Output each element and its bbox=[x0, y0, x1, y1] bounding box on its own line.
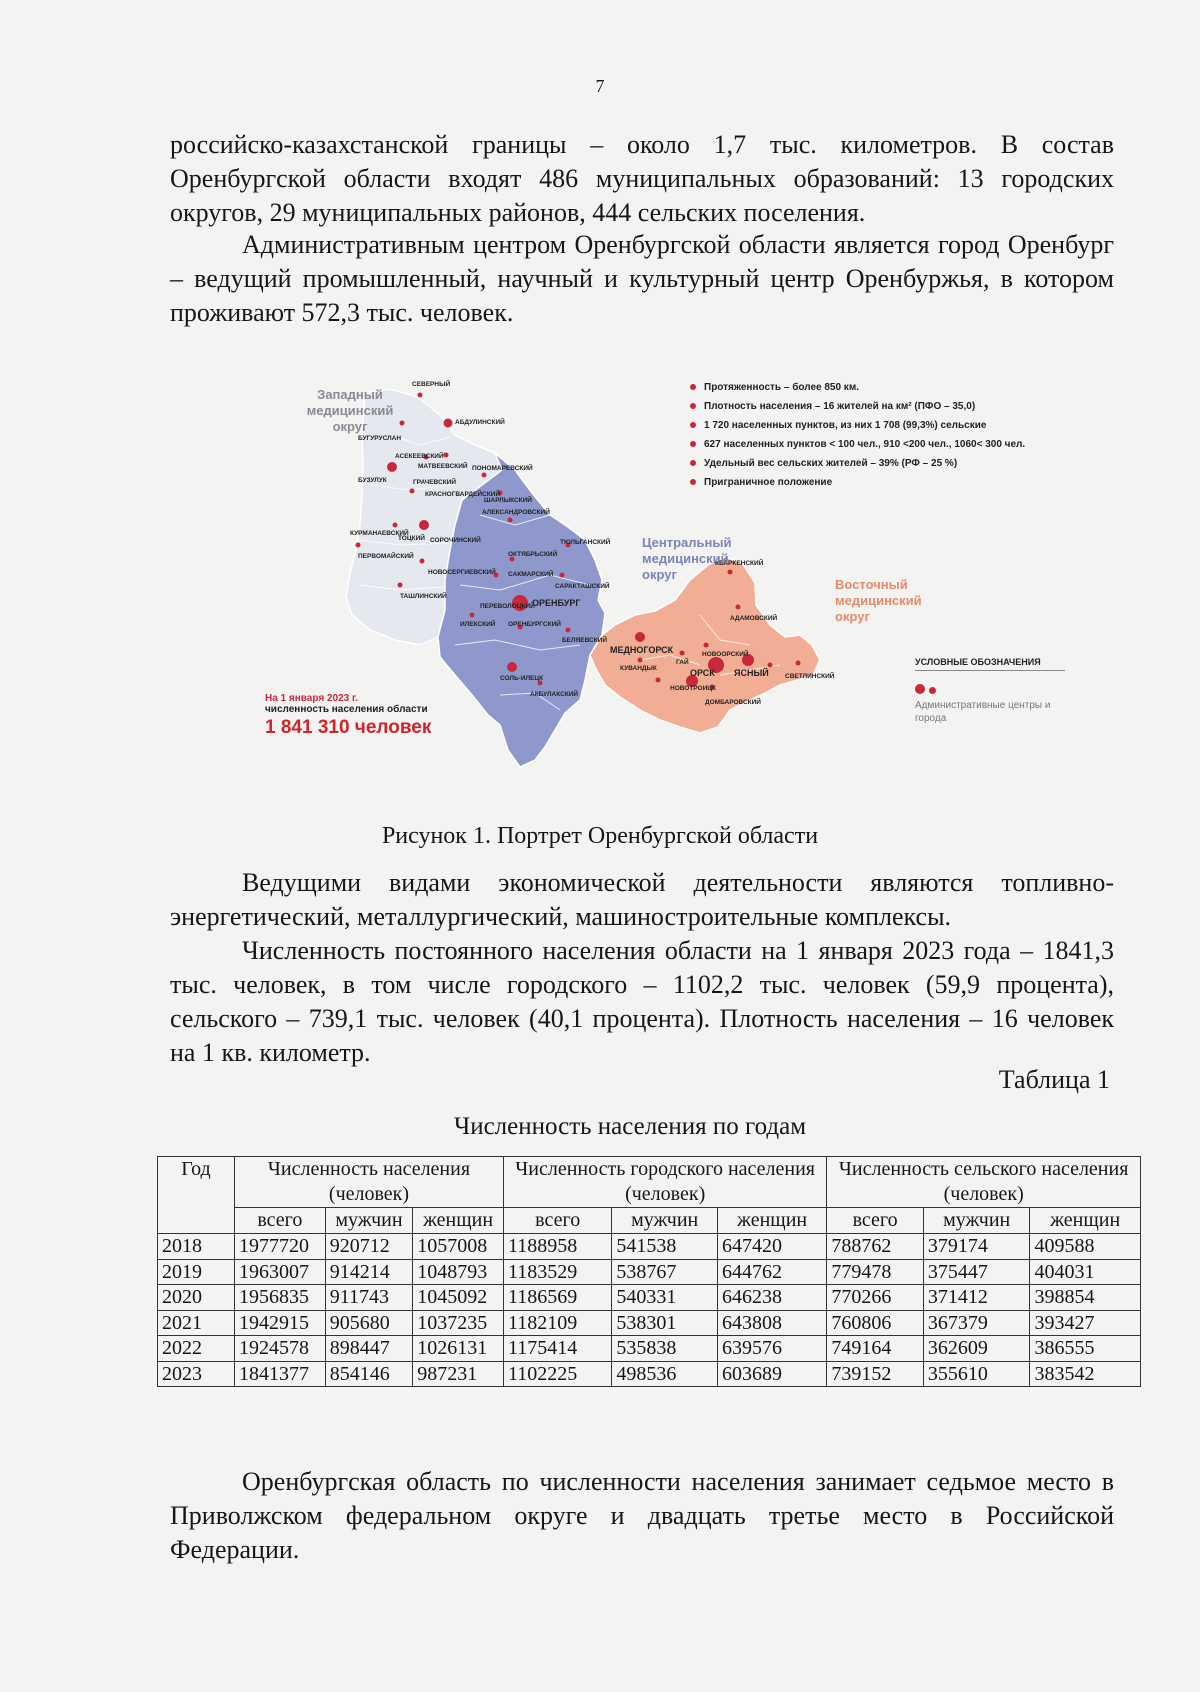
paragraph-1: российско-казахстанской границы – около 1,7 тыс. километров. В состав Оренбургской области входят 486 муниципальных образований: 13 городских округов, 29 муниципальных районов, 444 сельских поселения. bbox=[170, 130, 1114, 227]
fact-item: Протяженность – более 850 км. bbox=[690, 381, 1070, 394]
central-okrug-label: Центральный медицинский округ bbox=[642, 535, 732, 582]
value-cell: 404031 bbox=[1030, 1259, 1141, 1285]
value-cell: 1186569 bbox=[503, 1285, 611, 1311]
city-label: ДОМБАРОВСКИЙ bbox=[705, 699, 761, 706]
city-label: ПЕРЕВОЛОЦКИЙ bbox=[480, 603, 535, 610]
col-header-total: всего bbox=[827, 1208, 924, 1234]
bullet-dot-icon bbox=[690, 403, 696, 409]
value-cell: 639576 bbox=[717, 1336, 826, 1362]
city-label: БЕЛЯЕВСКИЙ bbox=[562, 637, 608, 644]
value-cell: 383542 bbox=[1030, 1361, 1141, 1387]
value-cell: 603689 bbox=[717, 1361, 826, 1387]
city-label: СЕВЕРНЫЙ bbox=[412, 381, 451, 388]
population-date: На 1 января 2023 г. bbox=[265, 693, 358, 704]
col-group-urban: Численность городского населения (человек) bbox=[503, 1157, 826, 1208]
population-table bbox=[157, 1156, 1141, 1387]
value-cell: 760806 bbox=[827, 1310, 924, 1336]
east-okrug-label: Восточный медицинский округ bbox=[835, 577, 922, 624]
paragraph-5: Оренбургская область по численности населения занимает седьмое место в Приволжском федеральном округе и двадцать третье место в Российской Федерации. bbox=[170, 1467, 1114, 1564]
value-cell: 1956835 bbox=[235, 1285, 326, 1311]
table-row bbox=[158, 1259, 1141, 1285]
fact-item: 627 населенных пунктов < 100 чел., 910 <200 чел., 1060< 300 чел. bbox=[690, 438, 1070, 451]
population-value: 1 841 310 человек bbox=[265, 717, 432, 738]
col-header-women: женщин bbox=[1030, 1208, 1141, 1234]
paragraph-3: Ведущими видами экономической деятельности являются топливно-энергетический, металлургический, машиностроительные комплексы. bbox=[170, 868, 1114, 931]
value-cell: 1924578 bbox=[235, 1336, 326, 1362]
fact-item: Плотность населения – 16 жителей на км² (ПФО – 35,0) bbox=[690, 400, 1070, 413]
city-label: СОРОЧИНСКИЙ bbox=[430, 537, 481, 544]
value-cell: 1037235 bbox=[413, 1310, 504, 1336]
city-label: АБДУЛИНСКИЙ bbox=[455, 419, 505, 426]
table-title: Численность населения по годам bbox=[453, 1113, 807, 1140]
value-cell: 1841377 bbox=[235, 1361, 326, 1387]
city-label: САКМАРСКИЙ bbox=[508, 571, 554, 578]
city-label: СВЕТЛИНСКИЙ bbox=[785, 673, 835, 680]
value-cell: 788762 bbox=[827, 1234, 924, 1260]
value-cell: 538767 bbox=[612, 1259, 718, 1285]
paragraph-2: Административным центром Оренбургской области является город Оренбург – ведущий промышленный, научный и культурный центр Оренбуржья, в котором проживают 572,3 тыс. человек. bbox=[170, 230, 1114, 327]
col-header-total: всего bbox=[235, 1208, 326, 1234]
city-label: БУГУРУСЛАН bbox=[358, 435, 402, 442]
city-label: ГАЙ bbox=[676, 659, 689, 666]
value-cell: 646238 bbox=[717, 1285, 826, 1311]
city-label: ШАРЛЫКСКИЙ bbox=[484, 497, 532, 504]
city-label: НОВОСЕРГИЕВСКИЙ bbox=[428, 569, 496, 576]
city-label: ИЛЕКСКИЙ bbox=[460, 621, 496, 628]
city-label: МЕДНОГОРСК bbox=[610, 645, 674, 655]
city-label: МАТВЕЕВСКИЙ bbox=[418, 463, 468, 470]
value-cell: 911743 bbox=[325, 1285, 413, 1311]
col-header-men: мужчин bbox=[325, 1208, 413, 1234]
legend-text: Административные центры и города bbox=[915, 700, 1051, 724]
value-cell: 386555 bbox=[1030, 1336, 1141, 1362]
city-label: ПЕРВОМАЙСКИЙ bbox=[358, 553, 414, 560]
year-cell: 2018 bbox=[158, 1234, 235, 1260]
city-label: САРАКТАШСКИЙ bbox=[555, 583, 610, 590]
value-cell: 749164 bbox=[827, 1336, 924, 1362]
value-cell: 898447 bbox=[325, 1336, 413, 1362]
city-label: ГРАЧЕВСКИЙ bbox=[413, 479, 457, 486]
value-cell: 643808 bbox=[717, 1310, 826, 1336]
city-label: КВАРКЕНСКИЙ bbox=[715, 560, 764, 567]
value-cell: 409588 bbox=[1030, 1234, 1141, 1260]
value-cell: 379174 bbox=[923, 1234, 1030, 1260]
bullet-dot-icon bbox=[690, 384, 696, 390]
city-label: ПОНОМАРЕВСКИЙ bbox=[472, 465, 533, 472]
table-label: Таблица 1 bbox=[998, 1065, 1110, 1094]
value-cell: 1102225 bbox=[503, 1361, 611, 1387]
city-label: ОКТЯБРЬСКИЙ bbox=[508, 551, 558, 558]
map-legend bbox=[915, 657, 1065, 725]
value-cell: 1048793 bbox=[413, 1259, 504, 1285]
value-cell: 1188958 bbox=[503, 1234, 611, 1260]
value-cell: 1977720 bbox=[235, 1234, 326, 1260]
city-label: ТАШЛИНСКИЙ bbox=[400, 593, 447, 600]
value-cell: 1963007 bbox=[235, 1259, 326, 1285]
col-header-women: женщин bbox=[717, 1208, 826, 1234]
value-cell: 1183529 bbox=[503, 1259, 611, 1285]
value-cell: 1057008 bbox=[413, 1234, 504, 1260]
value-cell: 905680 bbox=[325, 1310, 413, 1336]
value-cell: 770266 bbox=[827, 1285, 924, 1311]
legend-title: УСЛОВНЫЕ ОБОЗНАЧЕНИЯ bbox=[915, 657, 1065, 671]
value-cell: 355610 bbox=[923, 1361, 1030, 1387]
city-label: ТЮЛЬГАНСКИЙ bbox=[560, 539, 611, 546]
value-cell: 1942915 bbox=[235, 1310, 326, 1336]
bullet-dot-icon bbox=[690, 441, 696, 447]
value-cell: 375447 bbox=[923, 1259, 1030, 1285]
year-cell: 2020 bbox=[158, 1285, 235, 1311]
city-label: КРАСНОГВАРДЕЙСКИЙ bbox=[425, 491, 501, 498]
city-label: АЛЕКСАНДРОВСКИЙ bbox=[482, 509, 550, 516]
year-cell: 2022 bbox=[158, 1336, 235, 1362]
table-row bbox=[158, 1310, 1141, 1336]
value-cell: 914214 bbox=[325, 1259, 413, 1285]
legend-dots-icon bbox=[915, 681, 1065, 693]
col-header-men: мужчин bbox=[612, 1208, 718, 1234]
city-label: КУРМАНАЕВСКИЙ bbox=[350, 530, 409, 537]
table-body bbox=[158, 1234, 1141, 1387]
city-label: БУЗУЛУК bbox=[358, 477, 387, 484]
col-group-rural: Численность сельского населения (человек) bbox=[827, 1157, 1141, 1208]
col-header-year: Год bbox=[158, 1157, 235, 1234]
city-label: КУВАНДЫК bbox=[620, 665, 657, 672]
value-cell: 498536 bbox=[612, 1361, 718, 1387]
col-group-total: Численность населения (человек) bbox=[235, 1157, 504, 1208]
fact-item: Приграничное положение bbox=[690, 476, 1070, 489]
value-cell: 398854 bbox=[1030, 1285, 1141, 1311]
value-cell: 1026131 bbox=[413, 1336, 504, 1362]
year-cell: 2019 bbox=[158, 1259, 235, 1285]
city-label: ЯСНЫЙ bbox=[734, 668, 769, 678]
region-facts-list bbox=[690, 381, 1070, 495]
value-cell: 541538 bbox=[612, 1234, 718, 1260]
fact-item: Удельный вес сельских жителей – 39% (РФ – 25 %) bbox=[690, 457, 1070, 470]
city-label: АКБУЛАКСКИЙ bbox=[530, 691, 579, 698]
figure-caption: Рисунок 1. Портрет Оренбургской области bbox=[381, 823, 819, 849]
value-cell: 371412 bbox=[923, 1285, 1030, 1311]
col-header-men: мужчин bbox=[923, 1208, 1030, 1234]
value-cell: 987231 bbox=[413, 1361, 504, 1387]
value-cell: 1175414 bbox=[503, 1336, 611, 1362]
table-row bbox=[158, 1234, 1141, 1260]
value-cell: 854146 bbox=[325, 1361, 413, 1387]
bullet-dot-icon bbox=[690, 479, 696, 485]
value-cell: 362609 bbox=[923, 1336, 1030, 1362]
city-label: СОЛЬ-ИЛЕЦК bbox=[500, 675, 544, 682]
value-cell: 535838 bbox=[612, 1336, 718, 1362]
population-box bbox=[265, 693, 431, 739]
table-row bbox=[158, 1361, 1141, 1387]
value-cell: 1045092 bbox=[413, 1285, 504, 1311]
population-description: численность населения области bbox=[265, 704, 428, 715]
table-row bbox=[158, 1336, 1141, 1362]
col-header-women: женщин bbox=[413, 1208, 504, 1234]
page-number: 7 bbox=[595, 76, 605, 96]
fact-item: 1 720 населенных пунктов, из них 1 708 (99,3%) сельские bbox=[690, 419, 1070, 432]
city-label: НОВОТРОИЦК bbox=[670, 685, 717, 692]
city-label: АСЕКЕЕВСКИЙ bbox=[395, 453, 444, 460]
value-cell: 393427 bbox=[1030, 1310, 1141, 1336]
year-cell: 2021 bbox=[158, 1310, 235, 1336]
year-cell: 2023 bbox=[158, 1361, 235, 1387]
table-row bbox=[158, 1285, 1141, 1311]
value-cell: 540331 bbox=[612, 1285, 718, 1311]
bullet-dot-icon bbox=[690, 422, 696, 428]
value-cell: 739152 bbox=[827, 1361, 924, 1387]
value-cell: 367379 bbox=[923, 1310, 1030, 1336]
value-cell: 1182109 bbox=[503, 1310, 611, 1336]
city-label: НОВООРСКИЙ bbox=[702, 651, 749, 658]
region-map-figure bbox=[250, 375, 1070, 795]
value-cell: 779478 bbox=[827, 1259, 924, 1285]
value-cell: 538301 bbox=[612, 1310, 718, 1336]
west-okrug-label: Западный медицинский округ bbox=[306, 387, 394, 434]
col-header-total: всего bbox=[503, 1208, 611, 1234]
value-cell: 920712 bbox=[325, 1234, 413, 1260]
city-label: ОРЕНБУРГ bbox=[532, 598, 581, 608]
city-label: АДАМОВСКИЙ bbox=[730, 615, 778, 622]
city-label: ТОЦКИЙ bbox=[398, 535, 425, 542]
value-cell: 647420 bbox=[717, 1234, 826, 1260]
value-cell: 644762 bbox=[717, 1259, 826, 1285]
city-label: ОРЕНБУРГСКИЙ bbox=[508, 621, 561, 628]
bullet-dot-icon bbox=[690, 460, 696, 466]
paragraph-4: Численность постоянного населения области на 1 января 2023 года – 1841,3 тыс. человек, в том числе городского – 1102,2 тыс. человек (59,9 процента), сельского – 739,1 тыс. человек (40,1 процента). Плотность населения – 16 человек на 1 кв. километр. bbox=[170, 936, 1114, 1067]
city-label: ОРСК bbox=[690, 668, 715, 678]
